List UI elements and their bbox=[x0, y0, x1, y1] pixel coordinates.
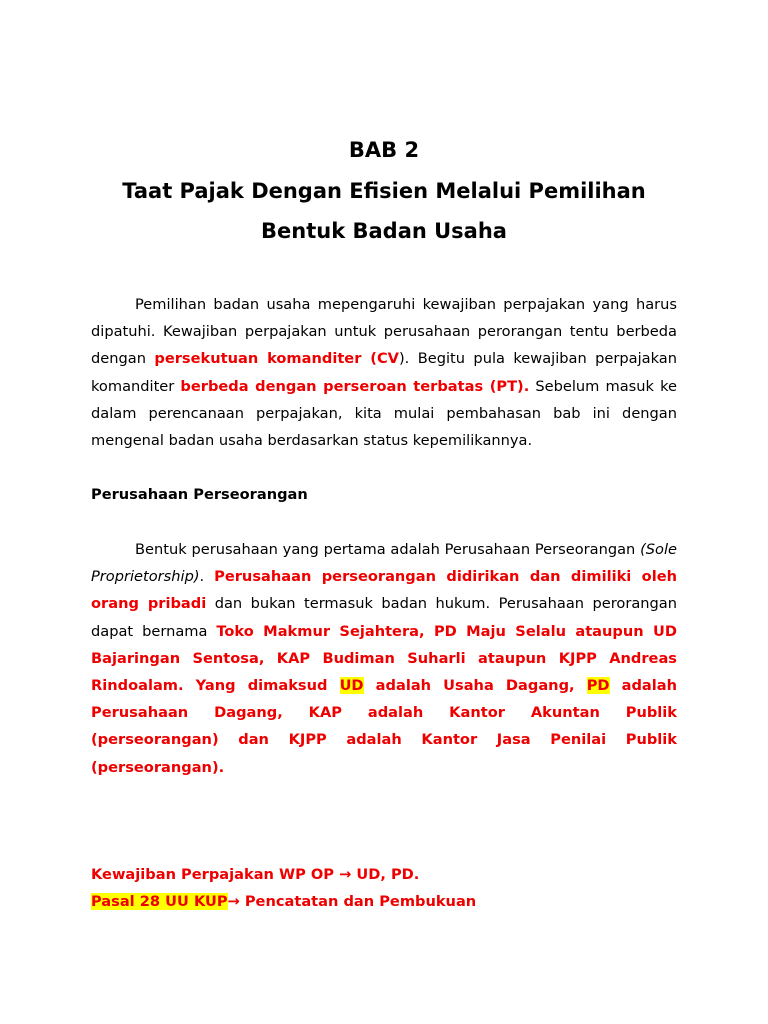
p2-highlight-pd: PD bbox=[586, 677, 610, 695]
p2-italic-term: (Sole Proprietorship) bbox=[91, 541, 677, 586]
chapter-number: BAB 2 bbox=[348, 138, 420, 162]
p2-text-3: dan bukan termasuk badan hukum. Perusahaan perorangan dapat bernama bbox=[91, 595, 677, 640]
wp-obligation-line: Kewajiban Perpajakan WP OP → UD, PD. bbox=[91, 866, 420, 883]
intro-emphasis-pt: berbeda dengan perseroan terbatas (PT). bbox=[180, 377, 530, 395]
intro-emphasis-cv: persekutuan komanditer (CV bbox=[154, 350, 399, 368]
tax-obligation-notes bbox=[91, 861, 476, 915]
section-heading: Perusahaan Perseorangan bbox=[91, 486, 308, 503]
p2-emphasis-pd-meaning: adalah Perusahaan Dagang, KAP adalah Kantor Akuntan Publik (perseorangan) dan KJPP adalah Kantor Jasa Penilai Publik (perseorangan). bbox=[91, 677, 678, 776]
p2-text-1: Bentuk perusahaan yang pertama adalah Perusahaan Perseorangan bbox=[135, 541, 641, 558]
chapter-title-line-1: Taat Pajak Dengan Efisien Melalui Pemilihan bbox=[122, 178, 646, 203]
sole-proprietorship-paragraph bbox=[91, 536, 677, 781]
p2-emphasis-examples: Toko Makmur Sejahtera, PD Maju Selalu ataupun UD Bajaringan Sentosa, KAP Budiman Suharli ataupun KJPP Andreas Rindoalam. Yang dimaksud bbox=[91, 622, 678, 695]
pasal-line bbox=[91, 888, 476, 915]
p2-emphasis-definition: Perusahaan perseorangan didirikan dan dimiliki oleh orang pribadi bbox=[91, 568, 677, 613]
chapter-title bbox=[91, 130, 677, 252]
pasal-highlight: Pasal 28 UU KUP bbox=[91, 893, 228, 910]
intro-paragraph bbox=[91, 291, 677, 454]
p2-text-2: . bbox=[199, 568, 215, 586]
chapter-title-line-2: Bentuk Badan Usaha bbox=[261, 219, 507, 243]
p2-highlight-ud: UD bbox=[339, 677, 364, 695]
p2-emphasis-ud-meaning: adalah Usaha Dagang, bbox=[363, 677, 587, 695]
pasal-rest: → Pencatatan dan Pembukuan bbox=[227, 893, 477, 910]
intro-text-3: Sebelum masuk ke dalam perencanaan perpajakan, kita mulai pembahasan bab ini dengan mengenal badan usaha berdasarkan status kepemilikannya. bbox=[91, 377, 677, 450]
intro-text-2: ). Begitu pula kewajiban perpajakan komanditer bbox=[91, 350, 677, 395]
intro-text-1: Pemilihan badan usaha mepengaruhi kewajiban perpajakan yang harus dipatuhi. Kewajiban perpajakan untuk perusahaan perorangan tentu berbeda dengan bbox=[91, 296, 677, 368]
